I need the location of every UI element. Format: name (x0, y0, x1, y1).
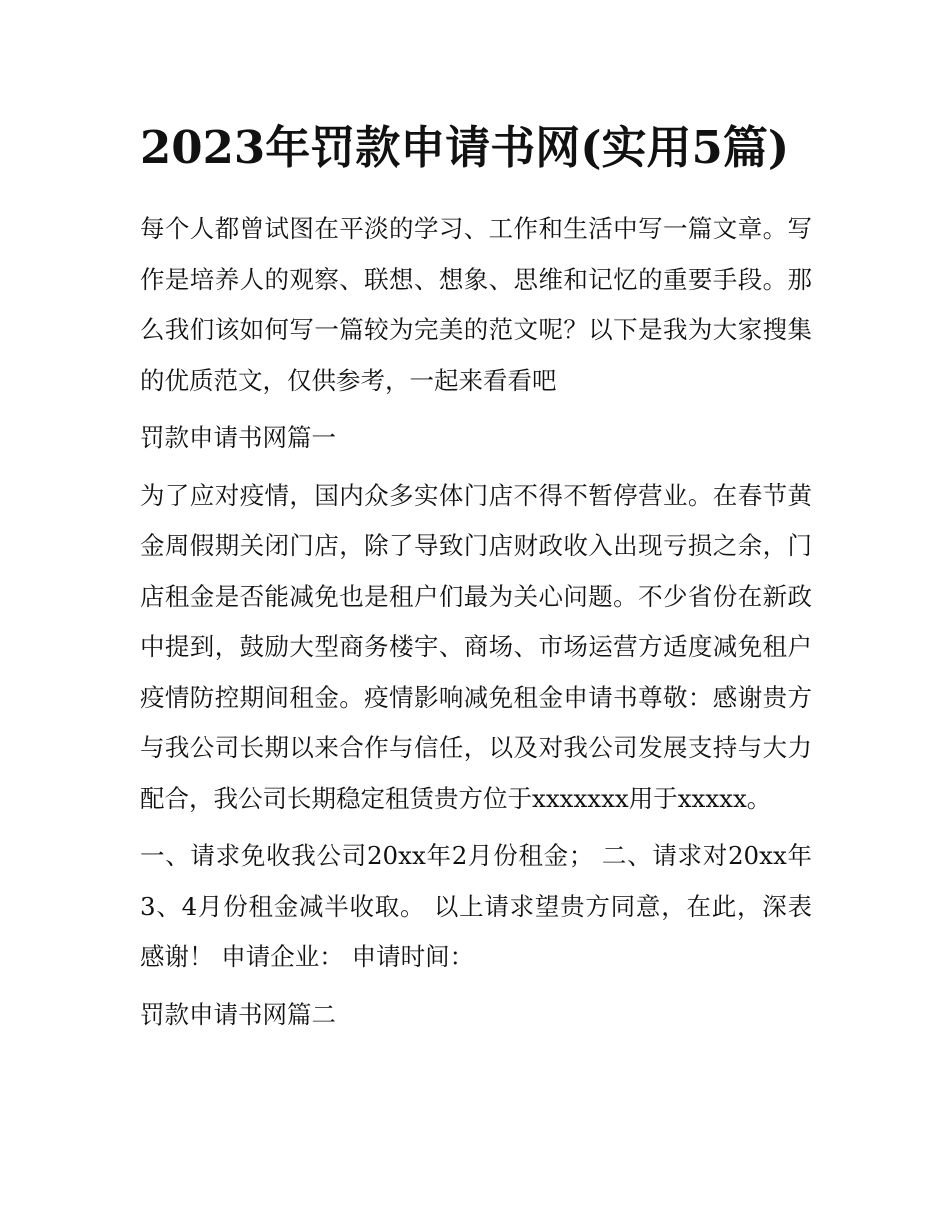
document-body (140, 204, 812, 1040)
section-heading-2: 罚款申请书网篇二 (140, 999, 336, 1029)
section-heading-1: 罚款申请书网篇一 (140, 423, 336, 452)
section-1-paragraph-2: 一、请求免收我公司20xx年2月份租金； 二、请求对20xx年3、4月份租金减半收取。 以上请求望贵方同意，在此，深表感谢！ 申请企业： 申请时间： (140, 841, 812, 971)
section-1-paragraph-1: 为了应对疫情，国内众多实体门店不得不暂停营业。在春节黄金周假期关闭门店，除了导致门店财政收入出现亏损之余，门店租金是否能减免也是租户们最为关心问题。不少省份在新政中提到，鼓励大型商务楼宇、商场、市场运营方适度减免租户疫情防控期间租金。疫情影响减免租金申请书尊敬：感谢贵方与我公司长期以来合作与信任，以及对我公司发展支持与大力配合，我公司长期稳定租赁贵方位于xxxxxxx用于xxxxx。 (140, 480, 812, 813)
document-page (140, 112, 812, 1047)
document-title: 2023年罚款申请书网(实用5篇) (140, 121, 790, 174)
intro-paragraph: 每个人都曾试图在平淡的学习、工作和生活中写一篇文章。写作是培养人的观察、联想、想象、思维和记忆的重要手段。那么我们该如何写一篇较为完美的范文呢？以下是我为大家搜集的优质范文，仅供参考，一起来看看吧 (140, 214, 812, 395)
